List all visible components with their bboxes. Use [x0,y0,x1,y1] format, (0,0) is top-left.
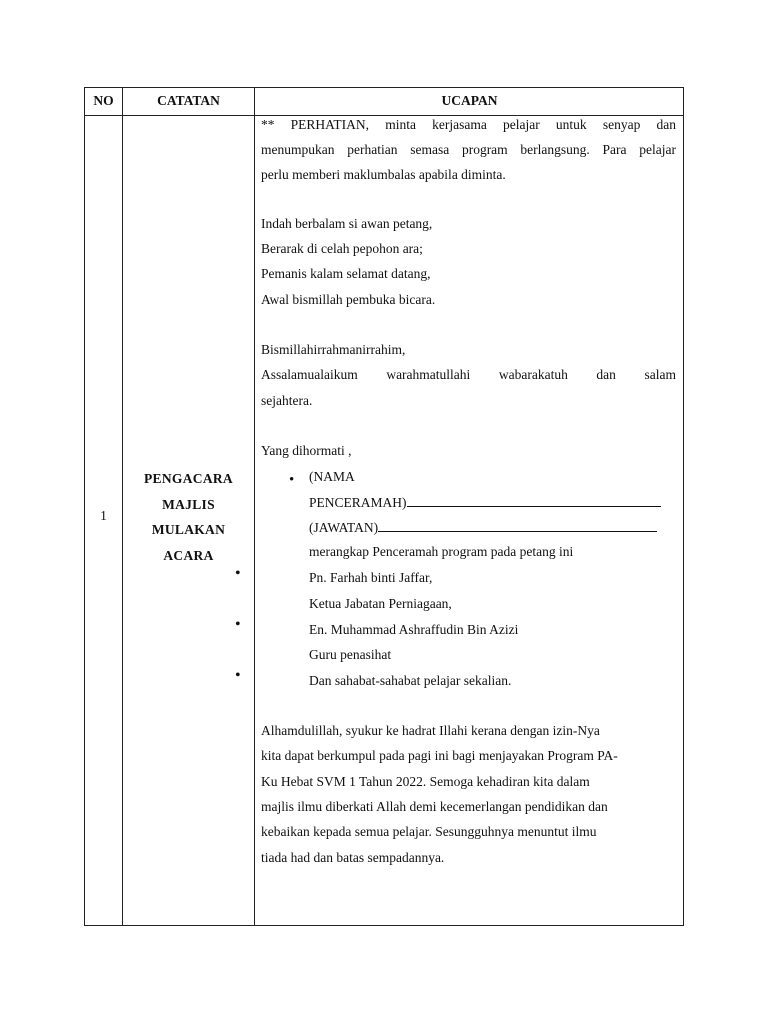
merangkap-line: merangkap Penceramah program pada petang ini [309,544,574,559]
closing-line: kita dapat berkumpul pada pagi ini bagi menjayakan Program PA- [261,748,618,763]
jawatan-line [309,519,657,536]
speech-table [84,87,684,926]
penceramah-line [309,494,661,511]
person2-role: Guru penasihat [309,647,392,662]
catatan-cell [123,466,254,568]
header-no: NO [93,93,114,108]
header-divider [85,115,683,116]
closing-line: Alhamdulillah, syukur ke hadrat Illahi kerana dengan izin-Nya [261,723,600,738]
person1-role: Ketua Jabatan Perniagaan, [309,596,452,611]
guests-line: Dan sahabat-sahabat pelajar sekalian. [309,673,512,688]
person2-name: En. Muhammad Ashraffudin Bin Azizi [309,622,519,637]
column-divider [254,88,255,925]
header-catatan: CATATAN [157,93,220,108]
perhatian-line: perlu memberi maklumbalas apabila diminta. [261,167,506,182]
closing-line: kebaikan kepada semua pelajar. Sesungguhnya menuntut ilmu [261,824,597,839]
nama-label: (NAMA [309,469,355,484]
catatan-line: MAJLIS [162,496,215,512]
catatan-line: PENGACARA [144,471,233,486]
pantun-line: Awal bismillah pembuka bicara. [261,292,436,307]
row-number: 1 [100,508,107,523]
bullet-icon: • [235,616,241,633]
catatan-line: ACARA [163,547,214,563]
jawatan-label: (JAWATAN) [309,520,379,535]
bullet-icon: • [235,565,241,582]
header-ucapan: UCAPAN [441,93,498,108]
title-blank-line [378,519,657,532]
closing-line: Ku Hebat SVM 1 Tahun 2022. Semoga kehadiran kita dalam [261,774,590,789]
person1-name: Pn. Farhah binti Jaffar, [309,570,433,585]
catatan-line: MULAKAN [151,522,226,537]
bullet-icon: • [289,472,295,488]
salam-line: sejahtera. [261,393,313,408]
perhatian-line: menumpukan perhatian semasa program berlangsung. Para pelajar [261,142,676,157]
guest-bullet-1 [289,472,294,489]
pantun-line: Indah berbalam si awan petang, [261,216,433,231]
pantun-line: Pemanis kalam selamat datang, [261,266,431,281]
closing-line: majlis ilmu diberkati Allah demi kecemerlangan pendidikan dan [261,799,608,814]
perhatian-line: ** PERHATIAN, minta kerjasama pelajar untuk senyap dan [261,117,676,132]
salam-line: Bismillahirrahmanirrahim, [261,342,406,357]
salam-line: Assalamualaikum warahmatullahi wabarakatuh dan salam [261,367,676,382]
closing-line: tiada had dan batas sempadannya. [261,850,445,865]
bullet-icon: • [235,667,241,684]
yang-dihormati: Yang dihormati , [261,443,352,458]
pantun-line: Berarak di celah pepohon ara; [261,241,423,256]
penceramah-label: PENCERAMAH) [309,495,407,510]
name-blank-line [407,494,661,507]
